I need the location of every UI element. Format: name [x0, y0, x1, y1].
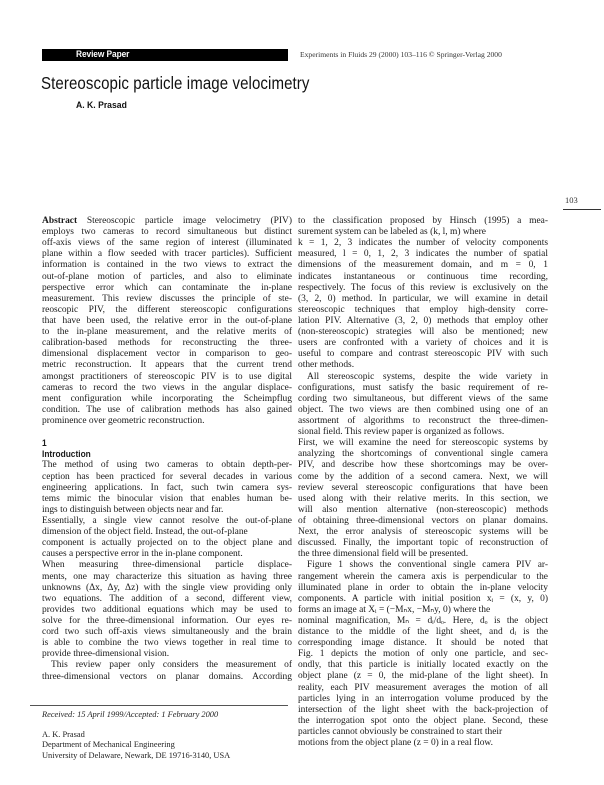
body-line: lation PIV. Alternative (3, 2, 0) methods that employ other — [298, 315, 548, 326]
body-line: component is actually projected on to the object plane and — [42, 538, 292, 549]
right-column — [298, 216, 548, 749]
body-line: provide three-dimensional vision. — [42, 649, 170, 660]
body-line: configurations, must satisfy the basic requirement of re- — [298, 382, 548, 393]
abstract-line: Abstract Stereoscopic particle image velocimetry (PIV) — [42, 216, 292, 226]
body-line: corresponding image distance. It should be noted that — [298, 638, 548, 649]
body-line: ondly, that this particle is initially located exactly on the — [298, 660, 548, 671]
body-line: come by the addition of a second camera. Next, we will — [298, 471, 548, 482]
body-line: Essentially, a single view cannot resolve the out-of-plane — [42, 515, 292, 526]
body-line: the interrogation spot onto the object plane. Second, these — [298, 715, 548, 726]
abstract-line: perspective error which can contaminate the in-plane — [42, 282, 292, 293]
article-author: A. K. Prasad — [76, 100, 127, 111]
body-line: analyzing the shortcomings of conventional single camera — [298, 449, 548, 460]
abstract-line: that have been used, the relative error in the out-of-plane — [42, 315, 292, 326]
body-line: reality, each PIV measurement averages the motion of all — [298, 682, 548, 693]
body-line: ings to distinguish between objects near and far. — [42, 504, 224, 515]
body-line: illuminated plane in order to obtain the in-plane velocity — [298, 582, 548, 593]
body-line: components. A particle with initial position xᵢ = (x, y, 0) — [298, 593, 548, 604]
abstract-line: prominence over geometric reconstruction. — [42, 415, 205, 426]
abstract-line: plane within a flow seeded with tracer particles). Sufficient — [42, 249, 292, 260]
body-line: This review paper only considers the measurement of — [51, 660, 292, 671]
journal-reference: Experiments in Fluids 29 (2000) 103–116 © Springer-Verlag 2000 — [300, 50, 502, 59]
body-line: (non-stereoscopic) strategies will also be mentioned; new — [298, 327, 548, 338]
body-line: indicates instantaneous or continuous time recording, — [298, 271, 548, 282]
body-line: Figure 1 shows the conventional single camera PIV ar- — [307, 560, 548, 571]
body-line: to the classification proposed by Hinsch (1995) a mea- — [298, 216, 548, 226]
body-line: the three dimensional field will be presented. — [298, 549, 469, 560]
body-line: forms an image at Xᵢ = (−Mₙx, −Mₙy, 0) where the — [298, 604, 491, 615]
abstract-line: employs two cameras to record simultaneous but distinct — [42, 227, 292, 238]
body-line: engineering applications. In fact, such twin camera sys- — [42, 482, 292, 493]
affiliation-address: University of Delaware, Newark, DE 19716-3140, USA — [42, 750, 231, 760]
body-line: sional field. This review paper is organized as follows. — [298, 427, 505, 438]
body-line: particles lying in an interrogation volume produced by the — [298, 693, 548, 704]
abstract-line: to the in-plane measurement, and the relative merits of — [42, 327, 292, 338]
body-line: other methods. — [298, 360, 355, 371]
section-number: 1 — [42, 438, 47, 449]
body-line: measured, l = 0, 1, 2, 3 indicates the number of spatial — [298, 249, 548, 260]
body-line: Next, the error analysis of stereoscopic systems will be — [298, 527, 548, 538]
body-line: unknowns (Δx, Δy, Δz) with the single view providing only — [42, 582, 292, 593]
body-line: ments, one may characterize this situation as having three — [42, 571, 292, 582]
body-line: two equations. The addition of a second, different view, — [42, 593, 292, 604]
abstract-line: dimensional displacement vector in comparison to geo- — [42, 349, 292, 360]
body-line: cording two simultaneous, but different views of the same — [298, 393, 548, 404]
abstract-line: reoscopic PIV, the different stereoscopic configurations — [42, 304, 292, 315]
body-line: k = 1, 2, 3 indicates the number of velocity components — [298, 238, 548, 249]
affiliation-name: A. K. Prasad — [42, 730, 85, 739]
body-line: is able to combine the two views together in real time to — [42, 638, 292, 649]
section-label: Review Paper — [76, 49, 130, 60]
section-label-bar — [42, 49, 288, 61]
abstract-line: amongst practitioners of stereoscopic PIV is to use digital — [42, 371, 292, 382]
abstract-line: calibration-based methods for reconstructing the three- — [42, 338, 292, 349]
body-line: ception has been practiced for several decades in various — [42, 471, 292, 482]
body-line: All stereoscopic systems, despite the wide variety in — [307, 371, 548, 382]
body-line: motions from the object plane (z = 0) in a real flow. — [298, 738, 493, 749]
body-line: solve for the three-dimensional information. Our eyes re- — [42, 615, 292, 626]
body-line: PIV, and describe how these shortcomings may be over- — [298, 460, 548, 471]
body-line: useful to compare and contrast stereoscopic PIV with such — [298, 349, 548, 360]
body-line: used along with their relative merits. In this section, we — [298, 493, 548, 504]
body-line: intersection of the light sheet with the back-projection of — [298, 704, 548, 715]
paragraph-classification — [298, 216, 548, 372]
body-line: dimension of the object field. Instead, the out-of-plane — [42, 527, 248, 538]
abstract-line: off-axis views of the same region of interest (illuminated — [42, 238, 292, 249]
body-line: dimensions of the measurement domain, and m = 0, 1 — [298, 260, 548, 271]
body-line: object plane (z = 0, the mid-plane of the light sheet). In — [298, 671, 548, 682]
paragraph-figure-1 — [298, 560, 548, 749]
body-line: The method of using two cameras to obtain depth-per- — [42, 460, 292, 471]
abstract-line: out-of-plane motion of particles, and also to eliminate — [42, 271, 292, 282]
body-line: users are confronted with a variety of choices and it is — [298, 338, 548, 349]
body-line: review several stereoscopic configurations that have been — [298, 482, 548, 493]
body-line: discussed. Finally, the important topic of reconstruction of — [298, 538, 548, 549]
paragraph-organization — [298, 372, 548, 561]
abstract-label: Abstract — [42, 216, 78, 226]
body-line: object. The two views are then combined using one of an — [298, 404, 548, 415]
body-line: three-dimensional vectors on planar domains. According — [42, 671, 292, 682]
abstract — [42, 216, 292, 427]
body-line: cord two such off-axis views simultaneously and the brain — [42, 627, 292, 638]
body-line: assortment of algorithms to reconstruct the three-dimen- — [298, 415, 548, 426]
abstract-line: measurement. This review discusses the principle of ste- — [42, 293, 292, 304]
abstract-line: information is contained in the two views to extract the — [42, 260, 292, 271]
affiliation-department: Department of Mechanical Engineering — [42, 740, 175, 750]
body-line: respectively. The focus of this review is exclusively on the — [298, 282, 548, 293]
left-column — [42, 216, 292, 683]
body-line: causes a perspective error in the in-plane component. — [42, 549, 243, 560]
body-line: will also mention alternative (non-stereoscopic) methods — [298, 504, 548, 515]
abstract-line: cameras to record the two views in the angular displace- — [42, 382, 292, 393]
body-line: provides two additional equations which may be used to — [42, 604, 292, 615]
body-line: tems mimic the binocular vision that enables human be- — [42, 493, 292, 504]
abstract-line: ment configuration while incorporating the Scheimpflug — [42, 393, 292, 404]
body-line: Fig. 1 depicts the motion of only one particle, and sec- — [298, 649, 548, 660]
introduction-paragraph-2 — [42, 660, 292, 682]
article-title: Stereoscopic particle image velocimetry — [41, 73, 310, 93]
body-line: particles cannot obviously be constrained to start their — [298, 727, 503, 738]
body-line: When measuring three-dimensional particle displace- — [42, 560, 292, 571]
introduction-paragraph — [42, 460, 292, 660]
page-number: 103 — [565, 195, 578, 205]
page-number-rule — [563, 209, 601, 210]
footnote-rule — [30, 705, 288, 706]
section-heading: Introduction — [42, 449, 91, 460]
body-line: surement system can be labeled as (k, l, m) where — [298, 227, 486, 238]
abstract-line: metric reconstruction. It appears that the current trend — [42, 360, 292, 371]
body-line: distance to the middle of the light sheet, and dᵢ is the — [298, 627, 548, 638]
body-line: First, we will examine the need for stereoscopic systems by — [298, 438, 548, 449]
body-line: stereoscopic techniques that employ high-density corre- — [298, 304, 548, 315]
body-line: rangement wherein the camera axis is perpendicular to the — [298, 571, 548, 582]
abstract-line: condition. The use of calibration methods has also gained — [42, 404, 292, 415]
received-dates: Received: 15 April 1999/Accepted: 1 February 2000 — [42, 710, 219, 719]
body-line: nominal magnification, Mₙ = dᵢ/dₒ. Here, dₒ is the object — [298, 615, 548, 626]
section-gap — [42, 427, 292, 438]
author-affiliation — [42, 730, 230, 761]
body-line: of obtaining three-dimensional vectors on planar domains. — [298, 515, 548, 526]
body-line: (3, 2, 0) method. In particular, we will examine in detail — [298, 293, 548, 304]
